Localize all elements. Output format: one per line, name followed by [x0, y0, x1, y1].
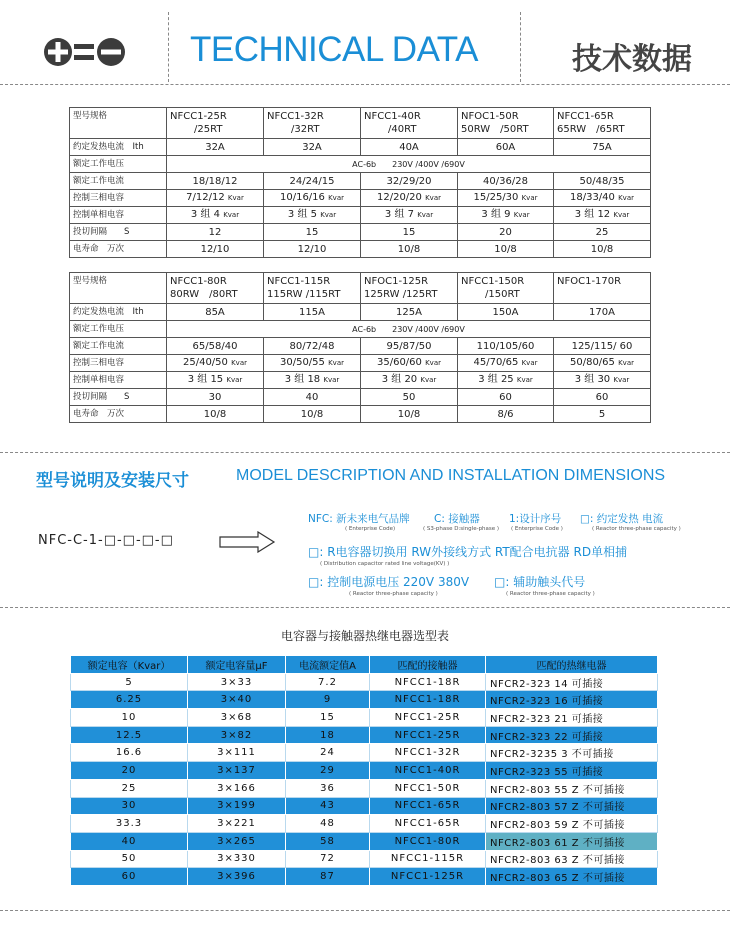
- desc-voltage: □: 控制电源电压 220V 380V: [308, 575, 470, 589]
- cell: NFCR2-803 59 Z 不可插接: [486, 815, 658, 833]
- cell: 30: [167, 389, 264, 406]
- desc-contactor: C: 接触器: [434, 513, 480, 525]
- cell: NFCC1-25R: [370, 726, 486, 744]
- cell: 110/105/60: [458, 338, 554, 355]
- cell: 40: [71, 832, 188, 850]
- model-cell: NFCC1-150R /150RT: [458, 273, 554, 304]
- table-row: [70, 173, 651, 190]
- table-row: [70, 241, 651, 258]
- cell: 29: [286, 762, 370, 780]
- cell: 12/10: [167, 241, 264, 258]
- row-label: 电寿命 万次: [70, 241, 167, 258]
- cell: NFCR2-323 21 可插接: [486, 709, 658, 727]
- row-label: 额定工作电流: [70, 173, 167, 190]
- cell: 16.6: [71, 744, 188, 762]
- selection-table-title: 电容器与接触器热继电器选型表: [280, 629, 449, 643]
- model-cell: NFCC1-65R 65RW /65RT: [554, 108, 651, 139]
- cell: 50/48/35: [554, 173, 651, 190]
- cell: 40A: [361, 139, 458, 156]
- row-label: 额定工作电压: [70, 156, 167, 173]
- page-title-cn: 技术数据: [572, 42, 692, 77]
- cell: NFCR2-323 14 可插接: [486, 673, 658, 691]
- desc-brand-sub: ( Enterprise Code): [345, 526, 396, 532]
- table-row: [71, 762, 658, 780]
- cell: 35/60/60 Kvar: [361, 355, 458, 372]
- cell: NFCC1-65R: [370, 797, 486, 815]
- cell: 5: [71, 673, 188, 691]
- cell: 32A: [264, 139, 361, 156]
- desc-aux: □: 辅助触头代号: [494, 575, 586, 589]
- cell: 15: [286, 709, 370, 727]
- cell: 9: [286, 691, 370, 709]
- cell: 36: [286, 779, 370, 797]
- model-cell: NFOC1-125R 125RW /125RT: [361, 273, 458, 304]
- table-row: [70, 372, 651, 389]
- cell: 43: [286, 797, 370, 815]
- cell: 32/29/20: [361, 173, 458, 190]
- table-row: [70, 224, 651, 241]
- cell: 3 组 18 Kvar: [264, 372, 361, 389]
- table-header: [71, 656, 658, 674]
- cell: NFCR2-323 22 可插接: [486, 726, 658, 744]
- model-code: NFC-C-1-□-□-□-□: [38, 533, 174, 548]
- row-label: 投切间隔 S: [70, 224, 167, 241]
- cell: 50: [71, 850, 188, 868]
- row-label: 型号规格: [70, 108, 167, 139]
- cell: 10/8: [167, 406, 264, 423]
- cell: NFCC1-32R: [370, 744, 486, 762]
- row-label: 控制三相电容: [70, 355, 167, 372]
- column-header: 电流额定值A: [286, 656, 370, 674]
- row-label: 电寿命 万次: [70, 406, 167, 423]
- brand-logo-icon: [42, 36, 127, 68]
- cell: 30: [71, 797, 188, 815]
- cell: 60: [458, 389, 554, 406]
- cell: 15: [264, 224, 361, 241]
- cell: 125A: [361, 304, 458, 321]
- cell: 10/8: [361, 406, 458, 423]
- cell: 45/70/65 Kvar: [458, 355, 554, 372]
- cell: 3×265: [188, 832, 286, 850]
- table-row: [70, 406, 651, 423]
- cell: 10/8: [458, 241, 554, 258]
- desc-type-sub: ( Distribution capacitor rated line voltage(KV) ): [320, 561, 450, 567]
- cell: NFCR2-803 55 Z 不可插接: [486, 779, 658, 797]
- table-row: [70, 139, 651, 156]
- section-title-en: MODEL DESCRIPTION AND INSTALLATION DIMENSIONS: [236, 467, 666, 484]
- voltage-cell: AC-6b 230V /400V /690V: [167, 321, 651, 338]
- desc-type: □: R电容器切换用 RW外接线方式 RT配合电抗器 RD单相捕: [308, 545, 628, 559]
- table-row: [70, 321, 651, 338]
- cell: 75A: [554, 139, 651, 156]
- footer-rule: [0, 910, 730, 911]
- cell: 33.3: [71, 815, 188, 833]
- table-row: [71, 726, 658, 744]
- row-label: 投切间隔 S: [70, 389, 167, 406]
- cell: 80/72/48: [264, 338, 361, 355]
- cell: 3 组 4 Kvar: [167, 207, 264, 224]
- cell: 60A: [458, 139, 554, 156]
- row-label: 型号规格: [70, 273, 167, 304]
- table-row: [70, 304, 651, 321]
- table-row: [71, 779, 658, 797]
- desc-serial-sub: ( Enterprise Code ): [511, 526, 563, 532]
- cell: 3 组 7 Kvar: [361, 207, 458, 224]
- cell: 25: [71, 779, 188, 797]
- cell: 72: [286, 850, 370, 868]
- column-header: 额定电容量μF: [188, 656, 286, 674]
- table-row: [70, 207, 651, 224]
- cell: 150A: [458, 304, 554, 321]
- cell: NFCC1-50R: [370, 779, 486, 797]
- table-row: [71, 868, 658, 886]
- row-label: 控制三相电容: [70, 190, 167, 207]
- cell: 115A: [264, 304, 361, 321]
- page-title-en: TECHNICAL DATA: [190, 30, 478, 69]
- cell: 95/87/50: [361, 338, 458, 355]
- cell: 3×221: [188, 815, 286, 833]
- cell: NFCC1-18R: [370, 673, 486, 691]
- row-label: 额定工作电压: [70, 321, 167, 338]
- cell: 3 组 9 Kvar: [458, 207, 554, 224]
- model-cell: NFCC1-32R /32RT: [264, 108, 361, 139]
- cell: 48: [286, 815, 370, 833]
- desc-serial: 1:设计序号: [509, 513, 562, 525]
- cell: 3 组 5 Kvar: [264, 207, 361, 224]
- cell: 15: [361, 224, 458, 241]
- cell: NFCR2-3235 3 不可插接: [486, 744, 658, 762]
- cell: 3×82: [188, 726, 286, 744]
- table-row: [70, 389, 651, 406]
- cell: 20: [458, 224, 554, 241]
- cell: NFCC1-125R: [370, 868, 486, 886]
- cell: 8/6: [458, 406, 554, 423]
- cell: NFCR2-803 63 Z 不可插接: [486, 850, 658, 868]
- row-label: 额定工作电流: [70, 338, 167, 355]
- cell: 3×33: [188, 673, 286, 691]
- model-cell: NFCC1-80R 80RW /80RT: [167, 273, 264, 304]
- cell: 12: [167, 224, 264, 241]
- cell: 3×199: [188, 797, 286, 815]
- cell: 3 组 12 Kvar: [554, 207, 651, 224]
- desc-voltage-sub: ( Reactor three-phase capacity ): [349, 591, 438, 597]
- model-cell: NFCC1-25R /25RT: [167, 108, 264, 139]
- arrow-right-icon: [218, 531, 276, 553]
- table-row: [71, 832, 658, 850]
- cell: 50/80/65 Kvar: [554, 355, 651, 372]
- cell: 65/58/40: [167, 338, 264, 355]
- cell: 7.2: [286, 673, 370, 691]
- cell: 30/50/55 Kvar: [264, 355, 361, 372]
- cell: 10/8: [361, 241, 458, 258]
- section-rule: [0, 452, 730, 453]
- cell: NFCR2-803 57 Z 不可插接: [486, 797, 658, 815]
- header-divider: [520, 12, 521, 82]
- desc-current-sub: ( Reactor three-phase capacity ): [592, 526, 681, 532]
- cell: 12/20/20 Kvar: [361, 190, 458, 207]
- desc-brand: NFC: 新未来电气品牌: [308, 513, 410, 525]
- desc-aux-sub: ( Reactor three-phase capacity ): [506, 591, 595, 597]
- cell: NFCR2-323 16 可插接: [486, 691, 658, 709]
- cell: NFCC1-40R: [370, 762, 486, 780]
- cell: 50: [361, 389, 458, 406]
- cell: 12.5: [71, 726, 188, 744]
- cell: NFCR2-803 61 Z 不可插接: [486, 832, 658, 850]
- table-row: [70, 108, 651, 139]
- cell: 7/12/12 Kvar: [167, 190, 264, 207]
- cell: 3×330: [188, 850, 286, 868]
- cell: 87: [286, 868, 370, 886]
- column-header: 匹配的热继电器: [486, 656, 658, 674]
- cell: NFCC1-18R: [370, 691, 486, 709]
- cell: 40: [264, 389, 361, 406]
- table-spacer: [70, 258, 651, 273]
- model-cell: NFOC1-50R 50RW /50RT: [458, 108, 554, 139]
- cell: NFCR2-803 65 Z 不可插接: [486, 868, 658, 886]
- cell: 40/36/28: [458, 173, 554, 190]
- cell: 60: [71, 868, 188, 886]
- table-row: [70, 190, 651, 207]
- table-row: [71, 850, 658, 868]
- column-header: 额定电容（Kvar）: [71, 656, 188, 674]
- cell: NFCC1-65R: [370, 815, 486, 833]
- model-cell: NFCC1-40R /40RT: [361, 108, 458, 139]
- cell: 125/115/ 60: [554, 338, 651, 355]
- cell: 15/25/30 Kvar: [458, 190, 554, 207]
- spec-table: [69, 107, 651, 423]
- cell: NFCR2-323 55 可插接: [486, 762, 658, 780]
- cell: 60: [554, 389, 651, 406]
- cell: 12/10: [264, 241, 361, 258]
- cell: 10/8: [264, 406, 361, 423]
- row-label: 约定发热电流 Ith: [70, 304, 167, 321]
- cell: 3×111: [188, 744, 286, 762]
- desc-contactor-sub: ( S3-phase D:single-phase ): [423, 526, 500, 532]
- cell: 3×40: [188, 691, 286, 709]
- cell: 3 组 25 Kvar: [458, 372, 554, 389]
- cell: 3×166: [188, 779, 286, 797]
- cell: 170A: [554, 304, 651, 321]
- cell: 3 组 20 Kvar: [361, 372, 458, 389]
- table-row: [70, 156, 651, 173]
- cell: 3 组 15 Kvar: [167, 372, 264, 389]
- row-label: 控制单相电容: [70, 207, 167, 224]
- cell: 18: [286, 726, 370, 744]
- voltage-cell: AC-6b 230V /400V /690V: [167, 156, 651, 173]
- table-row: [70, 338, 651, 355]
- cell: 3 组 30 Kvar: [554, 372, 651, 389]
- model-cell: NFCC1-115R 115RW /115RT: [264, 273, 361, 304]
- table-row: [71, 709, 658, 727]
- header-divider: [168, 12, 169, 82]
- table-row: [71, 815, 658, 833]
- row-label: 控制单相电容: [70, 372, 167, 389]
- cell: NFCC1-25R: [370, 709, 486, 727]
- cell: 6.25: [71, 691, 188, 709]
- table-row: [71, 797, 658, 815]
- section-rule: [0, 607, 730, 608]
- table-row: [70, 273, 651, 304]
- cell: 10/8: [554, 241, 651, 258]
- cell: 10: [71, 709, 188, 727]
- table-row: [71, 673, 658, 691]
- row-label: 约定发热电流 Ith: [70, 139, 167, 156]
- cell: 85A: [167, 304, 264, 321]
- table-row: [70, 355, 651, 372]
- table-row: [71, 691, 658, 709]
- desc-current: □: 约定发热 电流: [580, 513, 664, 525]
- cell: 24: [286, 744, 370, 762]
- cell: 18/18/12: [167, 173, 264, 190]
- model-cell: NFOC1-170R: [554, 273, 651, 304]
- cell: 24/24/15: [264, 173, 361, 190]
- column-header: 匹配的接触器: [370, 656, 486, 674]
- cell: 32A: [167, 139, 264, 156]
- selection-table: [70, 655, 658, 886]
- cell: 58: [286, 832, 370, 850]
- cell: 3×68: [188, 709, 286, 727]
- cell: NFCC1-115R: [370, 850, 486, 868]
- cell: 3×396: [188, 868, 286, 886]
- cell: 10/16/16 Kvar: [264, 190, 361, 207]
- section-title-cn: 型号说明及安装尺寸: [36, 471, 189, 491]
- cell: 3×137: [188, 762, 286, 780]
- cell: 20: [71, 762, 188, 780]
- cell: 25/40/50 Kvar: [167, 355, 264, 372]
- header-rule: [0, 84, 730, 85]
- cell: 25: [554, 224, 651, 241]
- table-row: [71, 744, 658, 762]
- cell: 18/33/40 Kvar: [554, 190, 651, 207]
- cell: 5: [554, 406, 651, 423]
- page-header: [0, 0, 730, 90]
- cell: NFCC1-80R: [370, 832, 486, 850]
